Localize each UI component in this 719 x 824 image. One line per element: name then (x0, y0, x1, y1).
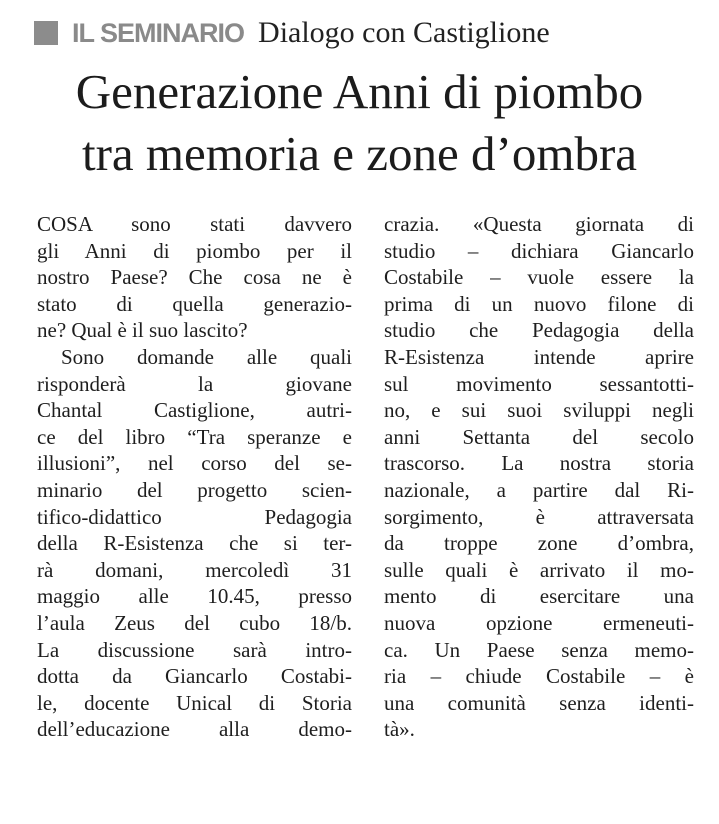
text-line: crazia. «Questa giornata di (384, 212, 694, 236)
text-line: trascorso. La nostra storia (384, 451, 694, 476)
text-line: La discussione sarà intro- (37, 637, 352, 662)
headline-line-1: Generazione Anni di piombo (75, 64, 644, 119)
text-line: illusioni”, nel corso del se- (37, 451, 352, 476)
text-line: nostro Paese? Che cosa ne è (37, 265, 352, 290)
text-line: studio che Pedagogia della (384, 318, 694, 343)
text-line: nazionale, a partire dal Ri- (384, 477, 694, 502)
text-line: nuova opzione ermeneuti- (384, 610, 694, 635)
kicker-topic: Dialogo con Castiglione (258, 16, 550, 49)
text-line: da troppe zone d’ombra, (384, 531, 694, 556)
text-line: Chantal Castiglione, autri- (37, 398, 352, 423)
text-line: COSA sono stati davvero (37, 212, 352, 236)
text-line: no, e sui suoi sviluppi negli (384, 398, 694, 423)
text-line: le, docente Unical di Storia (37, 690, 352, 715)
text-line: ne? Qual è il suo lascito? (37, 318, 248, 343)
text-line: sulle quali è arrivato il mo- (384, 557, 694, 582)
section-square-icon (34, 21, 58, 45)
text-line: minario del progetto scien- (37, 477, 352, 502)
text-line: ce del libro “Tra speranze e (37, 424, 352, 449)
text-line: tà». (384, 717, 415, 742)
text-line: mento di esercitare una (384, 584, 694, 609)
text-line: R-Esistenza intende aprire (384, 344, 694, 369)
text-line: tifico-didattico Pedagogia (37, 504, 352, 529)
text-line: studio – dichiara Giancarlo (384, 238, 694, 263)
text-line: rà domani, mercoledì 31 (37, 557, 352, 582)
headline-line-2: tra memoria e zone d’ombra (81, 126, 638, 181)
text-line: dell’educazione alla demo- (37, 717, 352, 742)
text-line: l’aula Zeus del cubo 18/b. (37, 610, 352, 635)
text-line: stato di quella generazio- (37, 291, 352, 316)
text-line: della R-Esistenza che si ter- (37, 531, 352, 556)
text-line: una comunità senza identi- (384, 690, 694, 715)
text-line: anni Settanta del secolo (384, 424, 694, 449)
text-line: ca. Un Paese senza memo- (384, 637, 694, 662)
article-left-column (37, 211, 352, 743)
text-line: maggio alle 10.45, presso (37, 584, 352, 609)
text-line: prima di un nuovo filone di (384, 291, 694, 316)
text-line: dotta da Giancarlo Costabi- (37, 664, 352, 689)
section-label: IL SEMINARIO (72, 17, 245, 48)
article-right-column (384, 211, 694, 743)
kicker (34, 12, 550, 54)
text-line: ria – chiude Costabile – è (384, 664, 694, 689)
text-line: sorgimento, è attraversata (384, 504, 694, 529)
text-line: gli Anni di piombo per il (37, 238, 352, 263)
text-line: Costabile – vuole essere la (384, 265, 694, 290)
text-line: risponderà la giovane (37, 371, 352, 396)
text-line: sul movimento sessantotti- (384, 371, 694, 396)
text-line: Sono domande alle quali (61, 344, 352, 369)
